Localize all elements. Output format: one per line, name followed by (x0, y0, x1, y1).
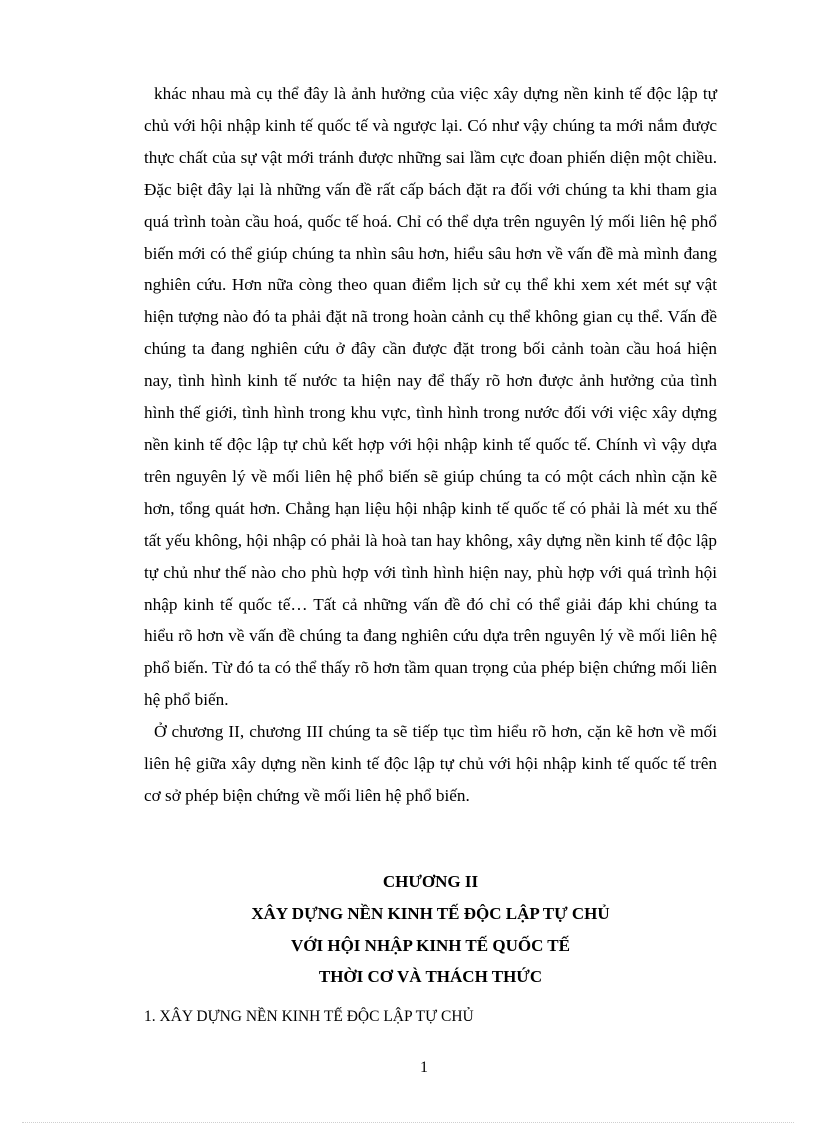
chapter-title-line-1: XÂY DỰNG NỀN KINH TẾ ĐỘC LẬP TỰ CHỦ (251, 904, 610, 923)
chapter-title-line-2: VỚI HỘI NHẬP KINH TẾ QUỐC TẾ (291, 936, 570, 955)
chapter-title-line-3: THỜI CƠ VÀ THÁCH THỨC (318, 967, 543, 986)
section-heading: 1. XÂY DỰNG NỀN KINH TẾ ĐỘC LẬP TỰ CHỦ (144, 1008, 474, 1025)
body-text (144, 78, 717, 812)
paragraph-intro: khác nhau mà cụ thể đây là ảnh hưởng của việc xây dựng nền kinh tế độc lập tự chủ với hội nhập kinh tế quốc tế và ngược lại. Có như vậy chúng ta mới nắm được thực chất của sự vật mới tránh được những sai lầm cực đoan phiến diện một chiều. Đặc biệt đây lại là những vấn đề rất cấp bách đặt ra đối với chúng ta khi tham gia quá trình toàn cầu hoá, quốc tế hoá. Chỉ có thể dựa trên nguyên lý mối liên hệ phổ biến mới có thể giúp chúng ta nhìn sâu hơn, hiểu sâu hơn về vấn đề mà mình đang nghiên cứu. Hơn nữa còng theo quan điểm lịch sử cụ thể khi xem xét mét sự vật hiện tượng nào đó ta phải đặt nã trong hoàn cảnh cụ thể không gian cụ thể. Vấn đề chúng ta đang nghiên cứu ở đây cần được đặt trong bối cảnh toàn cầu hoá hiện nay, tình hình kinh tế nước ta hiện nay để thấy rõ hơn được ảnh hưởng của tình hình thế giới, tình hình trong khu vực, tình hình trong nước đối với việc xây dựng nền kinh tế độc lập tự chủ kết hợp với hội nhập kinh tế quốc tế. Chính vì vậy dựa trên nguyên lý về mối liên hệ phổ biến sẽ giúp chúng ta có một cách nhìn cặn kẽ hơn, tổng quát hơn. Chẳng hạn liệu hội nhập kinh tế quốc tế có phải là mét xu thế tất yếu không, hội nhập có phải là hoà tan hay không, xây dựng nền kinh tế độc lập tự chủ như thế nào cho phù hợp với tình hình hiện nay, phù hợp với quá trình hội nhập kinh tế quốc tế… Tất cả những vấn đề đó chỉ có thể giải đáp khi chúng ta hiểu rõ hơn về vấn đề chúng ta đang nghiên cứu dựa trên nguyên lý về mối liên hệ phổ biến. Từ đó ta có thể thấy rõ hơn tầm quan trọng của phép biện chứng mối liên hệ phổ biến. (144, 84, 717, 710)
paragraph-transition: Ở chương II, chương III chúng ta sẽ tiếp tục tìm hiểu rõ hơn, cặn kẽ hơn về mối liên hệ giữa xây dựng nền kinh tế độc lập tự chủ với hội nhập kinh tế quốc tế trên cơ sở phép biện chứng về mối liên hệ phổ biến. (144, 722, 717, 805)
chapter-number: CHƯƠNG II (382, 872, 479, 891)
page-number: 1 (420, 1059, 428, 1076)
